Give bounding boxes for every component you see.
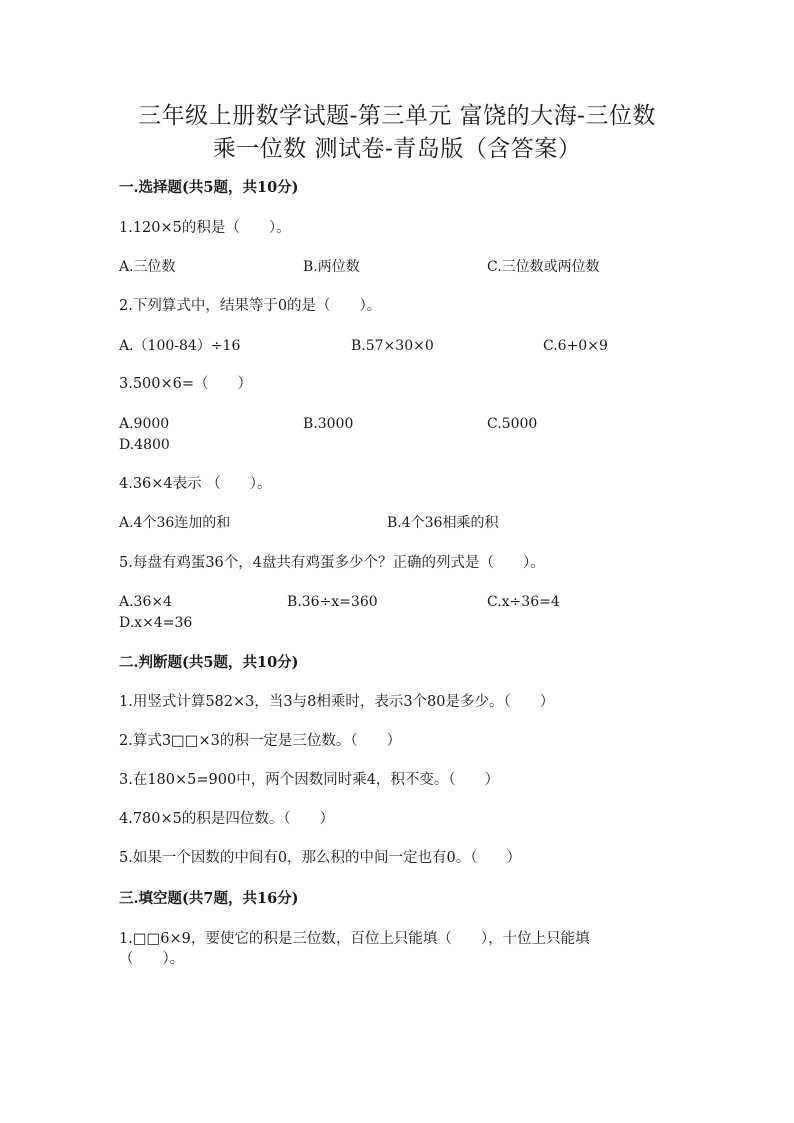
question-1-4: 4.36×4表示 （ ）。 [119,476,272,492]
question-1-5: 5.每盘有鸡蛋36个，4盘共有鸡蛋多少个？正确的列式是（ ）。 [119,555,545,571]
judge-item-3: 3.在180×5=900中，两个因数同时乘4，积不变。（ ） [119,772,500,788]
judge-item-5: 5.如果一个因数的中间有0，那么积的中间一定也有0。（ ） [119,850,522,866]
section-heading-fill: 三.填空题(共7题，共16分) [119,890,299,907]
option-1-1-b: B.两位数 [303,259,360,275]
question-1-2: 2.下列算式中，结果等于0的是（ ）。 [119,298,382,314]
option-1-4-b: B.4个36相乘的积 [387,515,499,531]
section-heading-choice: 一.选择题(共5题，共10分) [119,179,299,196]
section-heading-judge: 二.判断题(共5题，共10分) [119,654,299,671]
option-1-1-a: A.三位数 [119,259,176,275]
judge-item-4: 4.780×5的积是四位数。（ ） [119,811,335,827]
option-1-5-a: A.36×4 [119,594,173,610]
option-1-5-b: B.36÷x=360 [287,594,378,610]
page-title-line1: 三年级上册数学试题-第三单元 富饶的大海-三位数 [138,103,656,129]
fill-question-1-line1: 1.□□6×9，要使它的积是三位数，百位上只能填（ ），十位上只能填 [119,931,590,947]
judge-item-2: 2.算式3□□×3的积一定是三位数。（ ） [119,733,402,749]
option-1-5-d: D.x×4=36 [119,615,193,631]
option-1-3-d: D.4800 [119,437,170,453]
option-1-2-b: B.57×30×0 [351,338,434,354]
option-1-3-a: A.9000 [119,416,170,432]
option-1-3-c: C.5000 [487,416,538,432]
option-1-4-a: A.4个36连加的和 [119,515,231,531]
page-title-line2: 乘一位数 测试卷-青岛版（含答案） [212,136,582,162]
option-1-2-c: C.6+0×9 [543,338,608,354]
option-1-1-c: C.三位数或两位数 [487,259,600,275]
option-1-2-a: A.（100-84）÷16 [119,338,241,354]
question-1-1: 1.120×5的积是（ ）。 [119,220,291,236]
option-1-5-c: C.x÷36=4 [487,594,560,610]
fill-question-1-line2: （ ）。 [119,951,185,967]
judge-item-1: 1.用竖式计算582×3，当3与8相乘时，表示3个80是多少。（ ） [119,694,555,710]
option-1-3-b: B.3000 [303,416,354,432]
question-1-3: 3.500×6=（ ） [119,376,253,392]
